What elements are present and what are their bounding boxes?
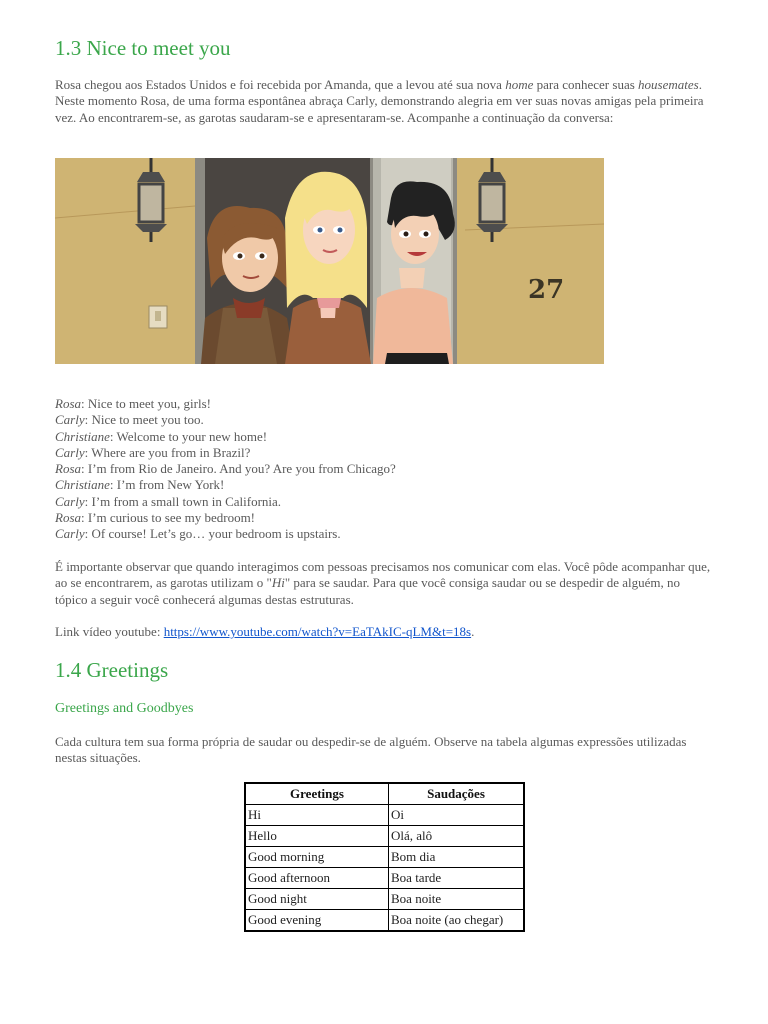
greeting-cell: Good morning (245, 847, 389, 868)
table-row (245, 868, 524, 889)
intro-paragraph: Rosa chegou aos Estados Unidos e foi recebida por Amanda, que a levou até sua nova home para conhecer suas housemates. Neste momento Rosa, de uma forma espontânea abraça Carly, demonstrando alegria em ver suas novas amigas pela primeira vez. Ao encontrarem-se, as garotas saudaram-se e apresentaram-se. Acompanhe a continuação da conversa: (55, 77, 704, 125)
dialogue-line (55, 494, 396, 510)
dialogue-text: : Nice to meet you, girls! (81, 396, 211, 411)
table-row (245, 847, 524, 868)
dialogue-speaker: Carly (55, 444, 85, 460)
dialogue-block (55, 396, 396, 543)
dialogue-line (55, 412, 396, 428)
dialogue-text: : I’m from Rio de Janeiro. And you? Are you from Chicago? (81, 461, 396, 477)
youtube-link-line: Link vídeo youtube: https://www.youtube.com/watch?v=EaTAkIC-qLM&t=18s. (55, 624, 475, 639)
table-header-row (245, 783, 524, 805)
dialogue-speaker: Rosa (55, 461, 81, 477)
girl-carly (285, 172, 371, 364)
dialogue-text: : I’m from New York! (109, 477, 225, 493)
table-header: Greetings (245, 783, 389, 805)
dialogue-line (55, 461, 396, 477)
greeting-cell: Good night (245, 889, 389, 910)
greeting-cell: Hi (245, 805, 389, 826)
note-paragraph: É importante observar que quando interagimos com pessoas precisamos nos comunicar com elas. Você pôde acompanhar que, ao se encontrarem, as garotas utilizam o "Hi" para se saudar. Para que você consiga saudar ou se despedir de alguém, no tópico a seguir você conhecerá algumas destas estruturas. (55, 559, 711, 607)
dialogue-line (55, 510, 396, 526)
dialogue-text: : I’m curious to see my bedroom! (81, 510, 256, 526)
dialogue-text: : Nice to meet you too. (84, 412, 204, 428)
dialogue-text: : Of course! Let’s go… your bedroom is upstairs. (84, 526, 341, 542)
saudacao-cell: Bom dia (389, 847, 525, 868)
greetings-table (244, 782, 525, 932)
subtitle-greetings-goodbyes: Greetings and Goodbyes (55, 701, 194, 716)
dialogue-line (55, 429, 396, 445)
dialogue-text: : Welcome to your new home! (109, 428, 268, 444)
greetings-intro-paragraph: Cada cultura tem sua forma própria de saudar ou despedir-se de alguém. Observe na tabela algumas expressões utilizadas nestas situações. (55, 734, 687, 766)
dialogue-speaker: Carly (55, 493, 85, 509)
table-row (245, 910, 524, 932)
cartoon-illustration (55, 158, 604, 364)
dialogue-speaker: Carly (55, 412, 85, 428)
dialogue-line (55, 445, 396, 461)
greeting-cell: Good afternoon (245, 868, 389, 889)
dialogue-speaker: Rosa (55, 510, 81, 526)
dialogue-speaker: Carly (55, 526, 85, 542)
table-row (245, 805, 524, 826)
dialogue-speaker: Christiane (55, 477, 110, 493)
house-number: 27 (528, 275, 565, 305)
dialogue-line (55, 526, 396, 542)
youtube-link[interactable]: https://www.youtube.com/watch?v=EaTAkIC-qLM&t=18s (163, 624, 472, 639)
saudacao-cell: Boa noite (ao chegar) (389, 910, 525, 932)
saudacao-cell: Olá, alô (389, 826, 525, 847)
dialogue-speaker: Rosa (55, 396, 81, 411)
dialogue-line (55, 477, 396, 493)
greeting-cell: Good evening (245, 910, 389, 932)
saudacao-cell: Boa tarde (389, 868, 525, 889)
dialogue-text: : Where are you from in Brazil? (84, 444, 251, 460)
dialogue-line (55, 396, 396, 412)
table-row (245, 826, 524, 847)
section-title-greetings: 1.4 Greetings (55, 658, 169, 682)
section-title-nice-to-meet-you: 1.3 Nice to meet you (55, 36, 231, 60)
table-header: Saudações (389, 783, 525, 805)
dialogue-text: : I’m from a small town in California. (84, 493, 282, 509)
dialogue-speaker: Christiane (55, 428, 110, 444)
saudacao-cell: Boa noite (389, 889, 525, 910)
greeting-cell: Hello (245, 826, 389, 847)
table-row (245, 889, 524, 910)
saudacao-cell: Oi (389, 805, 525, 826)
